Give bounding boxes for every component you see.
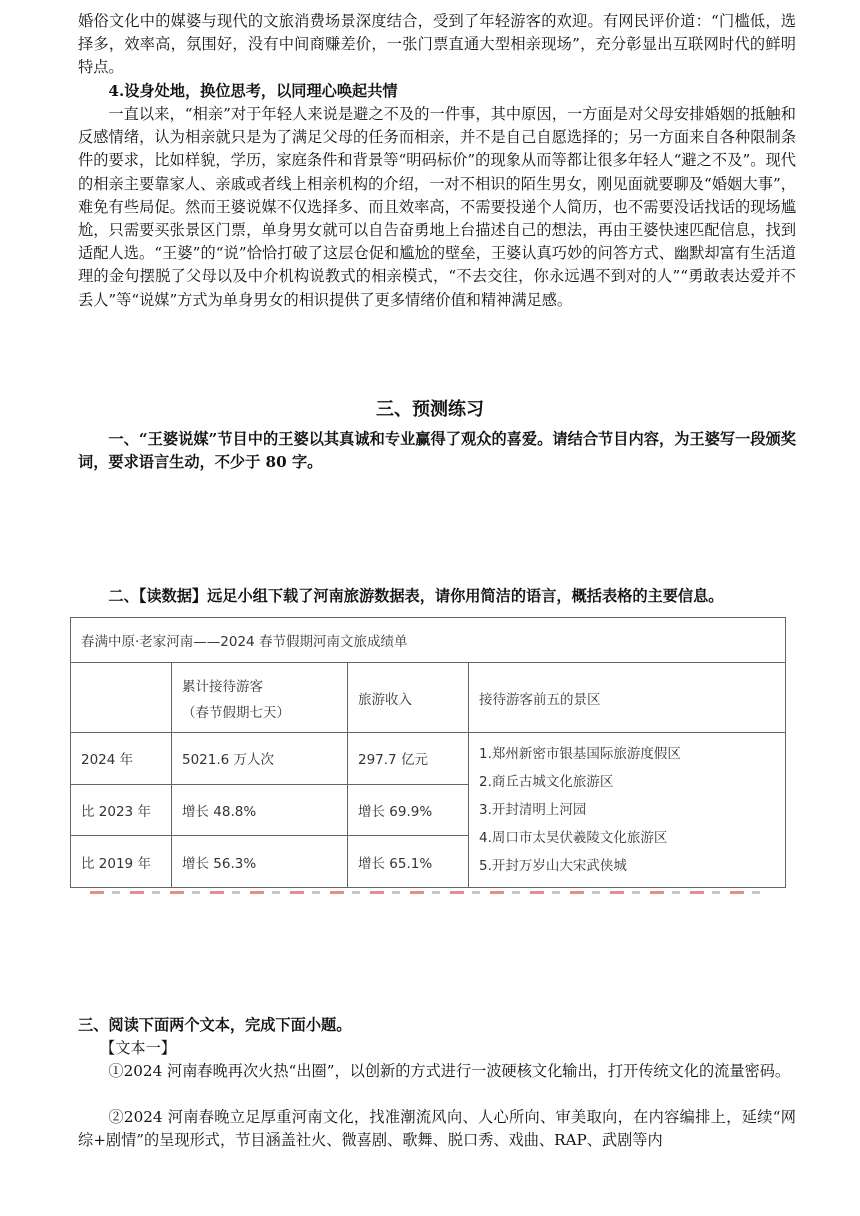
spot-item: 3.开封清明上河园: [479, 802, 587, 818]
row-visitors: 增长 56.3%: [172, 836, 348, 888]
row-visitors: 5021.6 万人次: [172, 733, 348, 785]
section4-intro-paragraph: 婚俗文化中的媒婆与现代的文旅消费场景深度结合，受到了年轻游客的欢迎。有网民评价道：“门槛低，选择多，效率高，氛围好，没有中间商赚差价，一张门票直通大型相亲现场”，充分彰显出互联网时代的鲜明特点。: [78, 12, 796, 77]
row-revenue: 增长 65.1%: [348, 836, 469, 888]
cropped-answer-line: [90, 891, 770, 894]
table-header-top-spots: 接待游客前五的景区: [469, 663, 786, 733]
question-2: 二、【读数据】远足小组下载了河南旅游数据表，请你用简洁的语言，概括表格的主要信息。: [108, 587, 724, 605]
data-table-image: [70, 617, 786, 888]
question-1: 一、“王婆说媒”节目中的王婆以其真诚和专业赢得了观众的喜爱。请结合节目内容，为王婆写一段颁奖词，要求语言生动，不少于 80 字。: [78, 430, 796, 472]
table-header-visitors: [172, 663, 348, 733]
row-label: 比 2019 年: [71, 836, 172, 888]
spot-item: 5.开封万岁山大宋武侠城: [479, 858, 627, 874]
section-title: 三、预测练习: [376, 399, 484, 420]
section4-heading: 4.设身处地，换位思考，以同理心唤起共情: [108, 82, 398, 100]
row-revenue: 297.7 亿元: [348, 733, 469, 785]
spot-item: 4.周口市太昊伏羲陵文化旅游区: [479, 830, 668, 846]
tourism-data-table: [70, 617, 786, 888]
table-header-revenue: 旅游收入: [348, 663, 469, 733]
table-title: 春满中原·老家河南——2024 春节假期河南文旅成绩单: [71, 618, 786, 663]
section4-body-paragraph: 一直以来，“相亲”对于年轻人来说是避之不及的一件事，其中原因，一方面是对父母安排婚姻的抵触和反感情绪，认为相亲就只是为了满足父母的任务而相亲，并不是自己自愿选择的；另一方面来自各种限制条件的要求，比如样貌，学历，家庭条件和背景等“明码标价”的现象从而等都让很多年轻人“避之不及”。现代的相亲主要靠家人、亲戚或者线上相亲机构的介绍，一对不相识的陌生男女，刚见面就要聊及“婚姻大事”，难免有些局促。然而王婆说媒不仅选择多、而且效率高，不需要投递个人简历，也不需要没话找话的现场尴尬，只需要买张景区门票，单身男女就可以自告奋勇地上台描述自己的想法，再由王婆快速匹配信息，找到适配人选。“王婆”的“说”恰恰打破了这层仓促和尴尬的壁垒，王婆认真巧妙的问答方式、幽默却富有生活道理的金句摆脱了父母以及中介机构说教式的相亲模式，“不去交往，你永远遇不到对的人”“勇敢表达爱并不丢人”等“说媒”方式为单身男女的相识提供了更多情绪价值和精神满足感。: [78, 105, 796, 309]
question-3-prompt: 三、阅读下面两个文本，完成下面小题。: [78, 1016, 352, 1034]
spot-item: 2.商丘古城文化旅游区: [479, 774, 614, 790]
table-header-visitors-line2: （春节假期七天）: [182, 704, 290, 721]
row-visitors: 增长 48.8%: [172, 784, 348, 836]
row-revenue: 增长 69.9%: [348, 784, 469, 836]
row-label: 比 2023 年: [71, 784, 172, 836]
table-row: [71, 733, 786, 785]
spot-item: 1.郑州新密市银基国际旅游度假区: [479, 746, 681, 762]
text1-paragraph-2: ②2024 河南春晚立足厚重河南文化，找准潮流风向、人心所向、审美取向，在内容编排上，延续“网综+剧情”的呈现形式，节目涵盖社火、微喜剧、歌舞、脱口秀、戏曲、RAP、武剧等内: [78, 1108, 796, 1150]
text1-paragraph-1: ①2024 河南春晚再次火热“出圈”，以创新的方式进行一波硬核文化输出，打开传统文化的流量密码。: [108, 1062, 791, 1080]
table-header-visitors-line1: 累计接待游客: [182, 678, 263, 695]
row-label: 2024 年: [71, 733, 172, 785]
text1-label: 【文本一】: [100, 1039, 176, 1057]
table-header-blank: [71, 663, 172, 733]
top-spots-cell: [469, 733, 786, 888]
